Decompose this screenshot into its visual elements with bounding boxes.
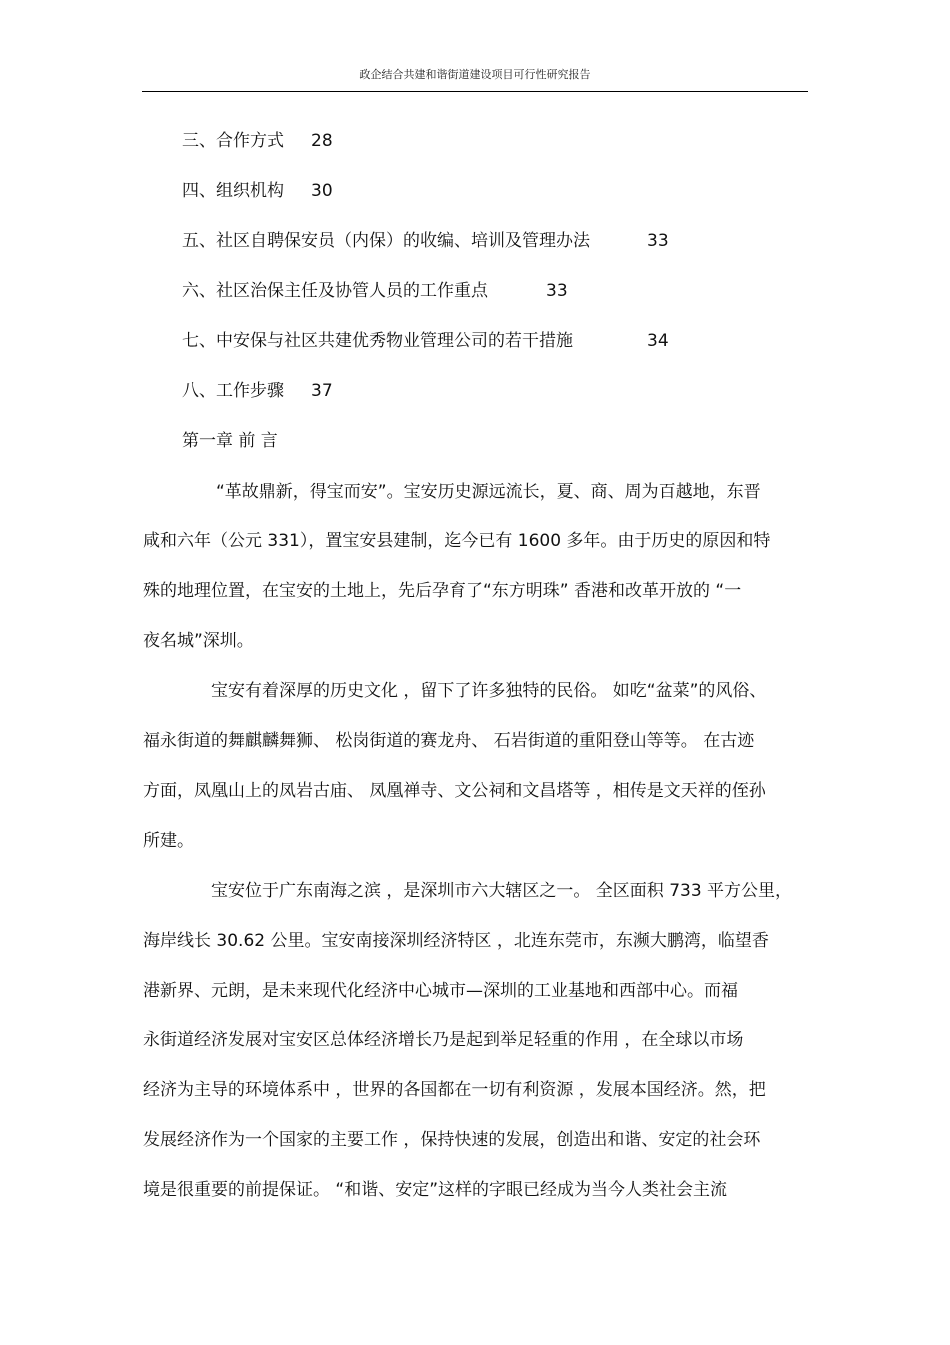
toc-item-page: 33 xyxy=(546,281,568,301)
body-line: 所建。 xyxy=(143,831,194,851)
body-line: 发展经济作为一个国家的主要工作 ，保持快速的发展，创造出和谐、安定的社会环 xyxy=(143,1130,761,1150)
toc-item-label: 八、工作步骤 xyxy=(182,381,284,401)
body-line: 咸和六年（公元 331），置宝安县建制，迄今已有 1600 多年。由于历史的原因和特 xyxy=(143,531,771,551)
body-line: 港新界、元朗，是未来现代化经济中心城市—深圳的工业基地和西部中心。而福 xyxy=(143,981,738,1001)
toc-item-label: 四、组织机构 xyxy=(182,181,284,201)
toc-item-page: 33 xyxy=(647,231,669,251)
body-line: 福永街道的舞麒麟舞狮、 松岗街道的赛龙舟、 石岩街道的重阳登山等等。 在古迹 xyxy=(143,731,755,751)
body-line: 永街道经济发展对宝安区总体经济增长乃是起到举足轻重的作用 ，在全球以市场 xyxy=(143,1030,744,1050)
header-rule xyxy=(142,91,808,92)
body-line: 宝安位于广东南海之滨 ，是深圳市六大辖区之一。 全区面积 733 平方公里， xyxy=(211,881,793,901)
body-line: 殊的地理位置，在宝安的土地上，先后孕育了“东方明珠” 香港和改革开放的 “一 xyxy=(143,581,742,601)
body-line: 方面，凤凰山上的凤岩古庙、 凤凰禅寺、文公祠和文昌塔等 ，相传是文天祥的侄孙 xyxy=(143,781,766,801)
toc-item-label: 六、社区治保主任及协管人员的工作重点 xyxy=(182,281,488,301)
running-header: 政企结合共建和谐街道建设项目可行性研究报告 xyxy=(359,68,591,81)
toc-item-page: 28 xyxy=(311,131,333,151)
body-line: 夜名城”深圳。 xyxy=(143,631,254,651)
toc-item-page: 37 xyxy=(311,381,333,401)
toc-item-label: 三、合作方式 xyxy=(182,131,284,151)
body-line: 海岸线长 30.62 公里。宝安南接深圳经济特区 ，北连东莞市，东濒大鹏湾，临望香 xyxy=(143,931,769,951)
body-line: 经济为主导的环境体系中 ，世界的各国都在一切有利资源 ，发展本国经济。然，把 xyxy=(143,1080,766,1100)
body-line: 境是很重要的前提保证。 “和谐、安定”这样的字眼已经成为当今人类社会主流 xyxy=(143,1180,728,1200)
body-line: 宝安有着深厚的历史文化 ，留下了许多独特的民俗。 如吃“盆菜”的风俗、 xyxy=(211,681,767,701)
toc-item-label: 五、社区自聘保安员（内保）的收编、培训及管理办法 xyxy=(182,231,590,251)
toc-item-label: 七、中安保与社区共建优秀物业管理公司的若干措施 xyxy=(182,331,573,351)
body-line: “革故鼎新，得宝而安”。宝安历史源远流长，夏、商、周为百越地，东晋 xyxy=(216,482,761,502)
toc-item-page: 34 xyxy=(647,331,669,351)
toc-item-page: 30 xyxy=(311,181,333,201)
chapter-heading: 第一章 前 言 xyxy=(182,431,278,451)
